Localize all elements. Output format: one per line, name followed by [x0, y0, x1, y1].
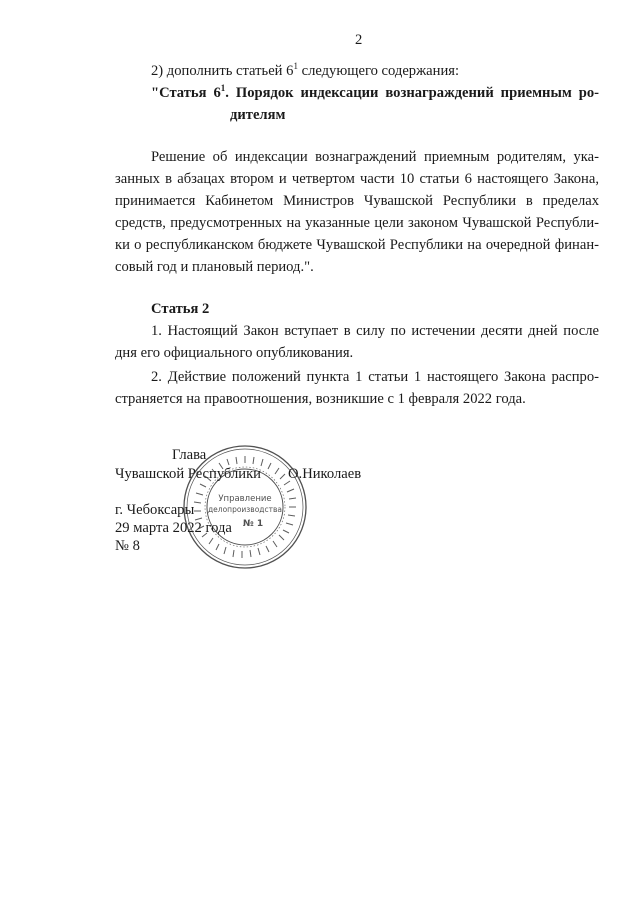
official-stamp — [181, 443, 309, 571]
amendment-intro-sup: 1 — [293, 61, 298, 71]
signature-name: О.Николаев — [288, 466, 362, 482]
article2-line: 2. Действие положений пункта 1 статьи 1 настоящего Закона распро- — [151, 369, 599, 385]
amendment-intro — [151, 61, 459, 81]
new-article-body-line: совый год и плановый период.". — [115, 259, 314, 275]
stamp-inner-line1: Управление — [218, 494, 272, 504]
new-article-body-line: ки о республиканском бюджете Чувашской Республики на очередной финан- — [115, 237, 599, 253]
new-article-body-line: Решение об индексации вознаграждений приемным родителям, ука- — [151, 149, 599, 165]
document-number: № 8 — [115, 538, 140, 554]
new-article-heading-prefix: "Статья 6 — [151, 85, 221, 101]
place-city: г. Чебоксары — [115, 502, 195, 518]
article2-line: страняется на правоотношения, возникшие с 1 февраля 2022 года. — [115, 391, 526, 407]
stamp-inner-line2: делопроизводства — [207, 505, 283, 514]
amendment-intro-text-end: следующего содержания: — [297, 63, 460, 79]
new-article-heading-line2: дителям — [230, 107, 286, 123]
article2-heading: Статья 2 — [151, 301, 210, 317]
new-article-body-line: средств, предусмотренных на указанные цели законом Чувашской Республи- — [115, 215, 599, 231]
new-article-heading — [151, 83, 599, 103]
article2-line: дня его официального опубликования. — [115, 345, 354, 361]
amendment-intro-text: 2) дополнить статьей 6 — [151, 63, 294, 79]
new-article-body-line: принимается Кабинетом Министров Чувашской Республики в пределах — [115, 193, 599, 209]
new-article-heading-title: . Порядок индексации вознаграждений приемным ро- — [225, 85, 599, 101]
stamp-inner-number: № 1 — [242, 519, 264, 529]
new-article-heading-sup: 1 — [220, 83, 226, 93]
new-article-body-line: занных в абзацах втором и четвертом части 10 статьи 6 настоящего Закона, — [115, 171, 599, 187]
signature-title: Глава — [172, 447, 207, 463]
article2-line: 1. Настоящий Закон вступает в силу по истечении десяти дней после — [151, 323, 599, 339]
signature-republic: Чувашской Республики — [115, 466, 261, 482]
document-date: 29 марта 2022 года — [115, 520, 232, 536]
page-number: 2 — [355, 32, 363, 48]
